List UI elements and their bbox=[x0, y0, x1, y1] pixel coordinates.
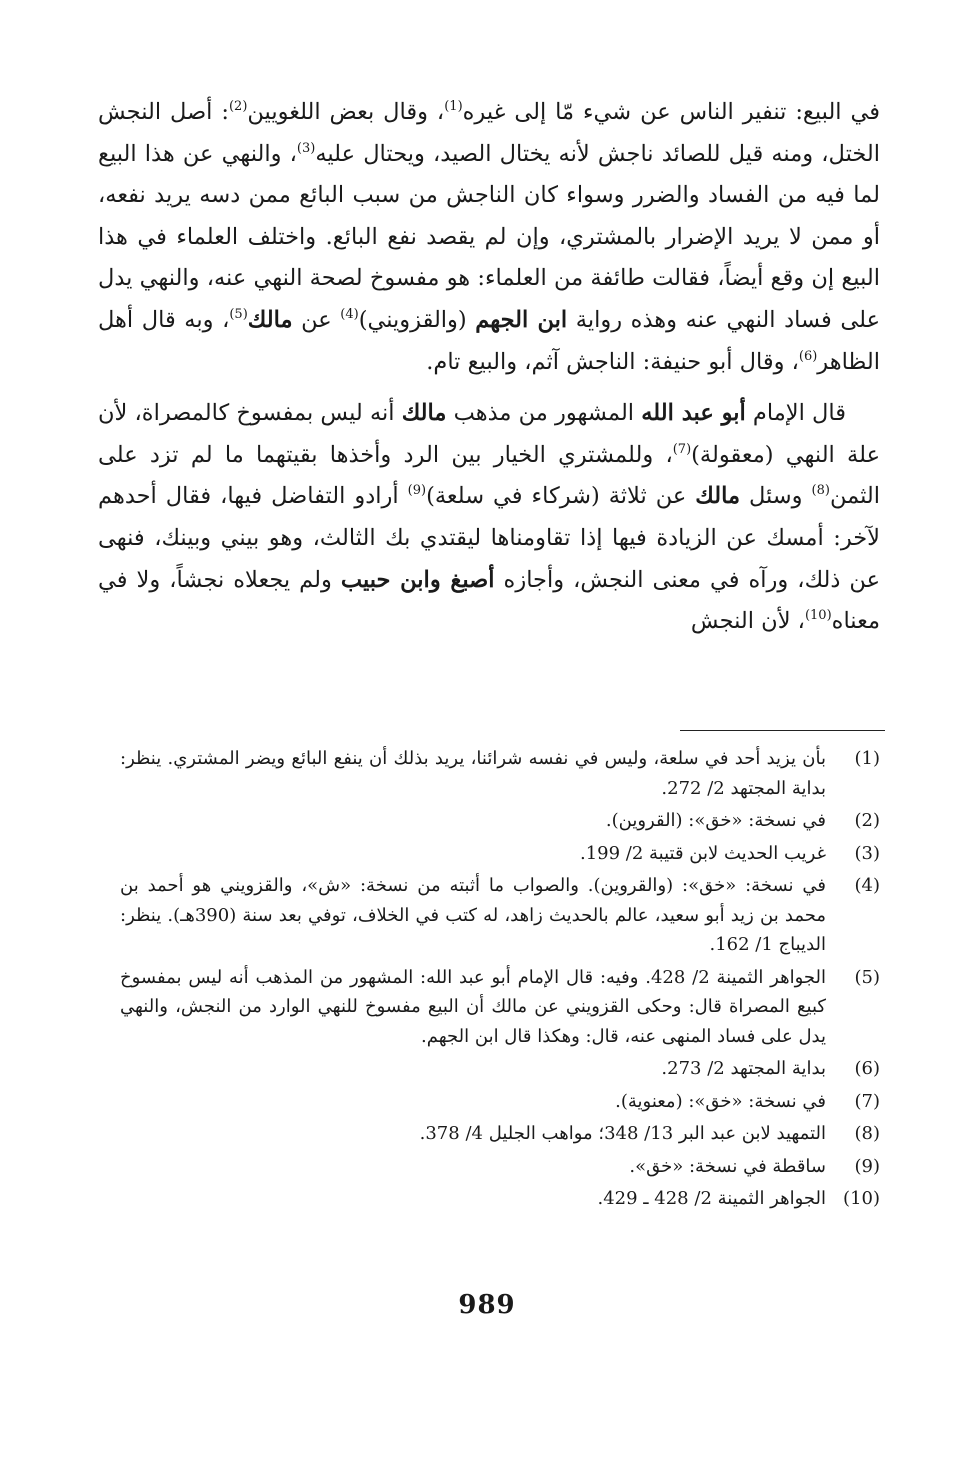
footnote-item bbox=[120, 1184, 880, 1214]
text-run: ، لأن النجش bbox=[690, 608, 805, 635]
footnote-text: الجواهر الثمينة 2/ 428 ـ 429. bbox=[597, 1188, 826, 1209]
footnote-item bbox=[120, 1152, 880, 1182]
text-run: ولم يجعلاه نجشاً، ولا في معناه bbox=[98, 566, 880, 635]
footnote-text: في نسخة: «خق»: (معنوية). bbox=[615, 1090, 826, 1112]
bold-name-malik: مالك bbox=[695, 483, 740, 510]
footnote-number: (4) bbox=[854, 875, 880, 896]
footnote-item bbox=[120, 1119, 880, 1149]
text-run: ، وللمشتري الخيار بين الرد وأخذها بقيتهما ما لم تزد على الثمن bbox=[98, 441, 880, 510]
footnote-text: بداية المجتهد 2/ 273. bbox=[661, 1058, 826, 1079]
footnote-text: غريب الحديث لابن قتيبة 2/ 199. bbox=[579, 842, 826, 864]
text-run: قال الإمام bbox=[745, 400, 846, 427]
footnote-ref-2: (2) bbox=[228, 99, 248, 114]
bold-name-abu-abdullah: أبو عبد الله bbox=[641, 400, 746, 427]
footnote-text: ساقطة في نسخة: «خق». bbox=[629, 1155, 826, 1177]
footnote-number: (7) bbox=[854, 1090, 880, 1112]
footnotes-list bbox=[120, 744, 880, 1217]
footnote-item bbox=[120, 839, 880, 869]
footnote-item bbox=[120, 871, 880, 960]
text-run: في البيع: تنفير الناس عن شيء مّا إلى غيره bbox=[462, 99, 881, 125]
footnote-ref-3: (3) bbox=[296, 140, 316, 156]
text-run: : أصل النجش الختل، ومنه قيل للصائد ناجش لأنه يختال الصيد، ويحتال عليه bbox=[98, 99, 880, 167]
footnote-number: (9) bbox=[854, 1155, 880, 1177]
bold-name-ibn-habib: ابن حبيب bbox=[340, 566, 430, 593]
footnote-text: بأن يزيد أحد في سلعة، وليس في نفسه شرائنا، يريد بذلك أن ينفع البائع ويضر المشتري. ينظر: بداية المجتهد 2/ 272. bbox=[120, 748, 826, 799]
footnote-item bbox=[120, 963, 880, 1052]
footnote-text: في نسخة: «خق»: (القروين). bbox=[605, 810, 826, 831]
bold-name-malik: مالك bbox=[401, 400, 447, 427]
text-run: عن bbox=[292, 306, 341, 333]
text-run: المشهور من مذهب bbox=[446, 400, 642, 427]
footnote-ref-1: (1) bbox=[444, 99, 463, 114]
footnote-item bbox=[120, 1054, 880, 1084]
footnote-item bbox=[120, 806, 880, 836]
footnote-ref-8: (8) bbox=[811, 483, 830, 499]
text-run: أرادو التفاضل فيها، فقال أحدهم لآخر: أمسك عن الزيادة فيها إذا تقاومناها ليقتدي بك الثالث، وهو بيني وبينك، فنهى عن ذلك، ورآه في معنى النجش، وأجازه bbox=[98, 483, 880, 593]
footnote-item bbox=[120, 1087, 880, 1117]
text-run: أنه ليس بمفسوخ كالمصراة، لأن علة النهي (معقولة) bbox=[98, 400, 880, 468]
footnote-text: التمهيد لابن عبد البر 13/ 348؛ مواهب الجليل 4/ 378. bbox=[419, 1123, 826, 1144]
footnote-item bbox=[120, 744, 880, 803]
footnote-number: (1) bbox=[854, 748, 880, 769]
footnote-number: (10) bbox=[843, 1188, 880, 1209]
text-run: ، وقال بعض اللغويين bbox=[247, 99, 445, 125]
footnote-ref-10: (10) bbox=[804, 608, 832, 624]
footnote-number: (6) bbox=[854, 1058, 880, 1079]
text-run: ، وقال أبو حنيفة: الناجش آثم، والبيع تام. bbox=[426, 348, 799, 375]
footnote-ref-4: (4) bbox=[340, 306, 359, 322]
paragraph-1 bbox=[98, 92, 880, 383]
text-run: (والقزويني) bbox=[358, 306, 476, 333]
footnote-ref-5: (5) bbox=[229, 306, 248, 322]
text-run: ، وبه قال أهل الظاهر bbox=[98, 306, 880, 375]
footnote-text: الجواهر الثمينة 2/ 428. وفيه: قال الإمام أبو عبد الله: المشهور من المذهب أنه ليس بمفسوخ كبيع المصراة قال: وحكى القزويني عن مالك أن البيع مفسوخ للنهي الوارد من النجش، والنهي يدل على فساد المنهى عنه، قال: وهكذا قال ابن الجهم. bbox=[120, 966, 826, 1047]
footnote-ref-7: (7) bbox=[672, 441, 692, 457]
text-run: عن ثلاثة (شركاء في سلعة) bbox=[426, 483, 696, 510]
footnote-number: (3) bbox=[854, 842, 880, 864]
paragraph-2 bbox=[98, 393, 880, 643]
footnote-number: (2) bbox=[854, 810, 880, 831]
bold-name-ibn-al-jahm: ابن الجهم bbox=[475, 306, 568, 333]
footnote-number: (5) bbox=[854, 966, 880, 988]
footnote-text: في نسخة: «خق»: (والقروين). والصواب ما أثبته من نسخة: «ش»، والقزويني هو أحمد بن محمد بن زيد أبو سعيد، عالم بالحديث زاهد، له كتب في الخلاف، توفي بعد سنة (390هـ). ينظر: الديباج 1/ 162. bbox=[120, 875, 826, 955]
bold-name-malik: مالك bbox=[247, 306, 293, 333]
bold-conjunction: و bbox=[429, 566, 451, 593]
text-run: ، والنهي عن هذا البيع لما فيه من الفساد والضرر وسواء كان الناجش من سبب البائع ممن دسه يريد نفعه، أو ممن لا يريد الإضرار بالمشتري، وإن لم يقصد نفع البائع. واختلف العلماء في هذا البيع إن وقع أيضاً، فقالت طائفة من العلماء: هو مفسوخ لصحة النهي عنه، والنهي يدل على فساد النهي عنه وهذه رواية bbox=[98, 140, 880, 333]
bold-name-asbagh: أصبغ bbox=[450, 566, 495, 593]
footnote-ref-9: (9) bbox=[407, 483, 427, 499]
footnote-number: (8) bbox=[854, 1123, 880, 1144]
main-text bbox=[98, 92, 880, 643]
footnote-separator bbox=[680, 730, 885, 731]
page-number: 989 bbox=[458, 1290, 516, 1320]
footnote-ref-6: (6) bbox=[798, 348, 818, 364]
text-run: وسئل bbox=[740, 483, 812, 510]
